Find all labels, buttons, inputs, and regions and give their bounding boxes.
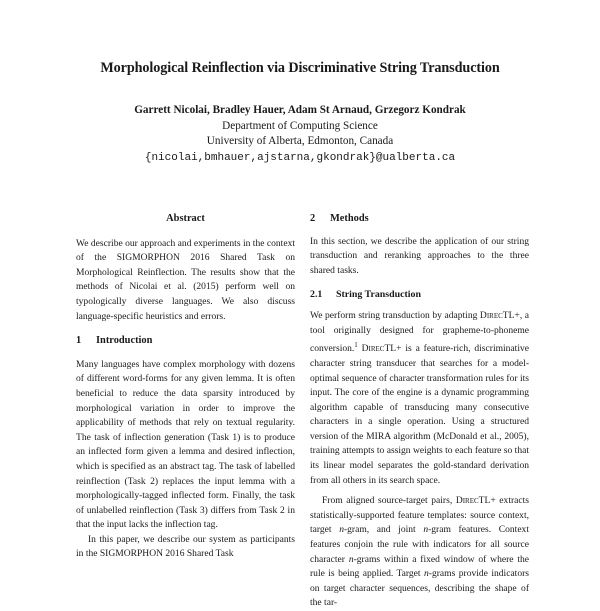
section-title: Methods: [330, 213, 369, 224]
section-heading-introduction: [76, 334, 295, 349]
paper-title: Morphological Reinflection via Discriminative String Transduction: [100, 60, 500, 76]
intro-paragraph-1: Many languages have complex morphology with dozens of different word-forms for any given lemma. It is often beneficial to reduce the data sparsity introduced by morphological variation in order to improve the applicability of methods that rely on textual regularity. The task of inflection generation (Task 1) is to produce an inflected form given a lemma and desired inflection, which is specified as an abstract tag. The task of labelled reinflection (Task 2) replaces the input lemma with a morphologically-tagged inflected form. Finally, the task of unlabelled reinflection (Task 3) differs from Task 2 in that the input lacks the inflection tag.: [76, 358, 295, 531]
methods-paragraph: In this section, we describe the application of our string transduction and reranking approaches to the three shared tasks.: [310, 235, 529, 276]
section-number: 1: [76, 335, 82, 347]
department: Department of Computing Science: [222, 119, 378, 132]
email-users: {nicolai,bmhauer,ajstarna,gkondrak}: [144, 151, 376, 164]
author-emails: [0, 150, 600, 167]
transduction-paragraph-1: We perform string transduction by adapting DirecTL+, a tool originally designed for grapheme-to-phoneme conversion.$^1$ DirecTL+ is a feature-rich, discriminative character string transducer that searches for a model-optimal sequence of character transformation rules for its input. The core of the engine is a dynamic programming algorithm capable of transducing many consecutive characters in a single operation. Using a structured version of the MIRA algorithm (McDonald et al., 2005), training attempts to assign weights to each feature so that its linear model separates the gold-standard derivation from all others in its search space.: [310, 309, 529, 486]
email-domain: @ualberta.ca: [375, 151, 456, 164]
abstract-heading: Abstract: [166, 213, 205, 224]
section-heading-methods: [310, 212, 529, 227]
tool-name: DirecTL+: [479, 309, 520, 321]
author-block: [0, 103, 600, 166]
subsection-title: String Transduction: [336, 289, 421, 301]
subsection-number: 2.1: [310, 289, 323, 301]
tool-name: DirecTL+: [361, 343, 402, 355]
section-title: Introduction: [96, 335, 153, 347]
right-column: [310, 212, 529, 611]
university: University of Alberta, Edmonton, Canada: [206, 135, 394, 148]
abstract-text: We describe our approach and experiments in the context of the SIGMORPHON 2016 Shared Task on Morphological Reinflection. The results show that the methods of Nicolai et al. (2015) perform well on typologically diverse languages. We also discuss language-specific heuristics and errors.: [76, 237, 295, 322]
section-number: 2: [310, 213, 316, 224]
transduction-paragraph-2: From aligned source-target pairs, DirecTL+ extracts statistically-supported feature templates: source context, target n-gram, and joint n-gram features. Context features conjoin the rule with indicators for all source character n-grams within a fixed window of where the rule is being applied. Target n-grams provide indicators on target character sequences, describing the shape of the tar-: [310, 495, 530, 609]
footnote-marker: 1: [354, 341, 358, 350]
left-column: [76, 212, 295, 562]
author-names: Garrett Nicolai, Bradley Hauer, Adam St Arnaud, Grzegorz Kondrak: [134, 104, 466, 116]
subsection-heading-string-transduction: [310, 288, 529, 303]
tool-name: DirecTL+: [455, 495, 496, 507]
intro-paragraph-2: In this paper, we describe our system as participants in the SIGMORPHON 2016 Shared Task: [76, 533, 295, 560]
